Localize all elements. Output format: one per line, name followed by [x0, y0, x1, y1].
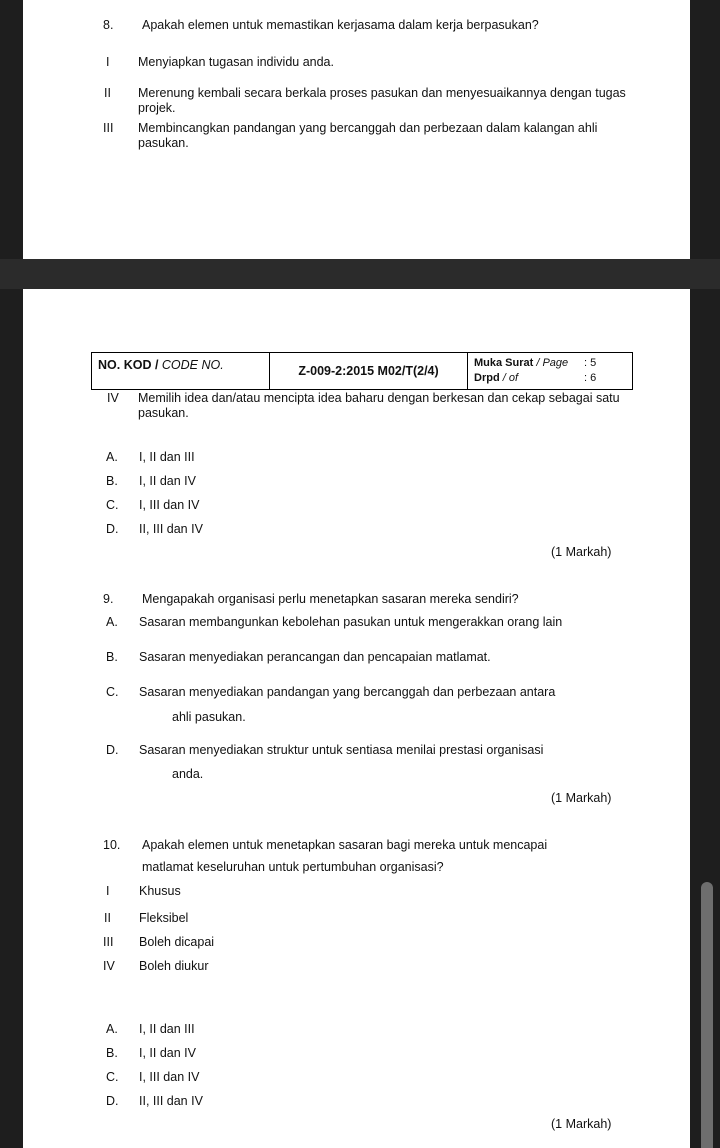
- item-numeral: III: [103, 935, 114, 949]
- option-letter: A.: [106, 1022, 118, 1036]
- code-label-italic: CODE NO.: [161, 358, 224, 372]
- question-text-continued: matlamat keseluruhan untuk pertumbuhan organisasi?: [142, 860, 444, 874]
- option-letter: B.: [106, 1046, 118, 1060]
- vertical-scrollbar[interactable]: [701, 882, 713, 1148]
- page-label-italic: / Page: [536, 357, 569, 369]
- item-text: Menyiapkan tugasan individu anda.: [138, 55, 334, 69]
- option-text: I, II dan III: [139, 450, 195, 464]
- item-numeral: IV: [103, 959, 115, 973]
- code-value-cell: Z-009-2:2015 M02/T(2/4): [270, 353, 468, 389]
- page-label-bold: Muka Surat: [474, 357, 534, 369]
- document-page-2: [23, 289, 690, 1148]
- page-break-divider: [0, 259, 720, 289]
- option-text: Sasaran menyediakan perancangan dan pencapaian matlamat.: [139, 650, 491, 664]
- item-text: Boleh diukur: [139, 959, 209, 973]
- option-text: Sasaran membangunkan kebolehan pasukan untuk mengerakkan orang lain: [139, 615, 563, 629]
- option-letter: B.: [106, 650, 118, 664]
- question-number: 8.: [103, 18, 114, 32]
- question-text: Mengapakah organisasi perlu menetapkan sasaran mereka sendiri?: [142, 592, 519, 606]
- option-letter: D.: [106, 522, 119, 536]
- option-letter: C.: [106, 1070, 119, 1084]
- code-label-bold: NO. KOD /: [98, 358, 159, 372]
- option-text: I, II dan IV: [139, 1046, 196, 1060]
- marks-label: (1 Markah): [551, 1117, 612, 1131]
- option-text: I, III dan IV: [139, 498, 200, 512]
- item-numeral: I: [106, 884, 110, 898]
- of-label-bold: Drpd: [474, 372, 500, 384]
- item-numeral: IV: [107, 391, 119, 405]
- question-number: 9.: [103, 592, 114, 606]
- option-text: I, II dan IV: [139, 474, 196, 488]
- option-text: I, III dan IV: [139, 1070, 200, 1084]
- option-letter: D.: [106, 743, 119, 757]
- option-letter: A.: [106, 450, 118, 464]
- question-text: Apakah elemen untuk menetapkan sasaran bagi mereka untuk mencapai: [142, 838, 548, 852]
- option-text: Sasaran menyediakan pandangan yang bercanggah dan perbezaan antara: [139, 685, 556, 699]
- marks-label: (1 Markah): [551, 791, 612, 805]
- question-text: Apakah elemen untuk memastikan kerjasama dalam kerja berpasukan?: [142, 18, 539, 32]
- page-header-table: [91, 352, 633, 390]
- item-text: Khusus: [139, 884, 181, 898]
- option-text: I, II dan III: [139, 1022, 195, 1036]
- item-text: Memilih idea dan/atau mencipta idea baharu dengan berkesan dan cekap sebagai satu pasukan.: [138, 391, 620, 420]
- total-pages: : 6: [584, 372, 597, 384]
- option-letter: C.: [106, 498, 119, 512]
- question-number: 10.: [103, 838, 121, 852]
- item-numeral: III: [103, 121, 114, 135]
- code-label-cell: [92, 353, 270, 389]
- item-text: Fleksibel: [139, 911, 189, 925]
- option-letter: A.: [106, 615, 118, 629]
- item-numeral: II: [104, 86, 111, 100]
- item-numeral: II: [104, 911, 111, 925]
- page-number: : 5: [584, 357, 597, 369]
- option-text-continued: ahli pasukan.: [172, 710, 246, 724]
- of-label-italic: / of: [502, 372, 519, 384]
- page-info-cell: [468, 353, 632, 389]
- option-letter: D.: [106, 1094, 119, 1108]
- option-letter: B.: [106, 474, 118, 488]
- option-text-continued: anda.: [172, 767, 204, 781]
- item-numeral: I: [106, 55, 110, 69]
- option-text: Sasaran menyediakan struktur untuk sentiasa menilai prestasi organisasi: [139, 743, 544, 757]
- option-letter: C.: [106, 685, 119, 699]
- item-text: Membincangkan pandangan yang bercanggah dan perbezaan dalam kalangan ahli pasukan.: [138, 121, 598, 150]
- item-text: Boleh dicapai: [139, 935, 215, 949]
- document-page-1: [23, 0, 690, 259]
- option-text: II, III dan IV: [139, 1094, 203, 1108]
- marks-label: (1 Markah): [551, 545, 612, 559]
- option-text: II, III dan IV: [139, 522, 203, 536]
- item-text: Merenung kembali secara berkala proses pasukan dan menyesuaikannya dengan tugas projek.: [138, 86, 626, 115]
